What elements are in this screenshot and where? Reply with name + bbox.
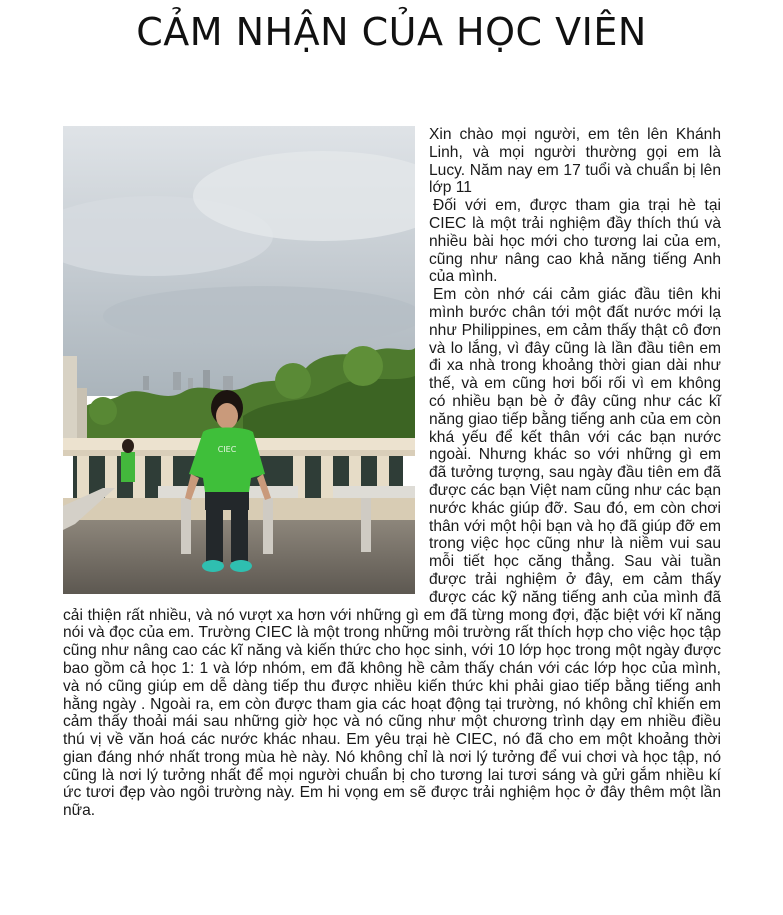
paragraph-intro: Xin chào mọi người, em tên lên Khánh Linh, và mọi người thường gọi em là Lucy. Năm nay em 17 tuổi và chuẩn bị lên lớp 11	[429, 126, 721, 197]
student-photo	[63, 126, 415, 594]
paragraph-memories: Em còn nhớ cái cảm giác đầu tiên khi mình bước chân tới một đất nước mới lạ như Philippines, em cảm thấy thật cô đơn và lo lắng, vì đây cũng là lần đầu tiên em đi xa nhà trong khoảng thời gian dài như thế, và em cũng hơi bối rối vì em không có nhiều bạn bè ở đây cũng như các kĩ năng giao tiếp bằng tiếng anh của em còn khá yếu để kết thân với các bạn nước ngoài. Nhưng khác so với những gì em đã tưởng tượng, sau ngày đầu tiên em đã được các bạn Việt nam cũng như các bạn nước khác giúp đỡ. Sau đó, em còn chơi thân với một hội bạn và họ đã giúp đỡ em trong việc học cũng như là niềm vui sau mỗi tiết học căng thẳng. Sau vài tuần được trải nghiệm ở đây, em cảm thấy được các kỹ năng tiếng anh của mình đã cải thiện rất nhiều, và nó vượt xa hơn với những gì em đã từng mong đợi, đặc biệt với kĩ năng nói và đọc của em. Trường CIEC là một trong những môi trường rất thích hợp cho việc học tập cũng như nâng cao các kĩ năng và kiến thức cho học sinh, với 10 lớp học trong một ngày được bao gồm cả học 1: 1 và lớp nhóm, em đã không hề cảm thấy chán với các lớp học của mình, và nó cũng giúp em dễ dàng tiếp thu được nhiều kiến thức khi phải giao tiếp bằng tiếng anh hằng ngày . Ngoài ra, em còn được tham gia các hoạt động tại trường, nó không chỉ khiến em cảm thấy thoải mái sau những giờ học và nó cũng như một chương trình dạy em nhiều điều thú vị về văn hoá các nước khác nhau. Em yêu trại hè CIEC, nó đã cho em một khoảng thời gian đáng nhớ nhất trong mùa hè này. Nó không chỉ là nơi lý tưởng để vui chơi và học tập, nó cũng là nơi lý tưởng nhất để mọi người chuẩn bị cho tương lai tươi sáng và gửi gắm nhiều kí ức tươi đẹp vào ngôi trường này. Em hi vọng em sẽ được trải nghiệm học ở đây thêm một lần nữa.	[63, 286, 721, 820]
page-title: CẢM NHẬN CỦA HỌC VIÊN	[136, 10, 647, 54]
testimonial-body	[63, 126, 721, 820]
paragraph-experience: Đối với em, được tham gia trại hè tại CIEC là một trải nghiệm đầy thích thú và nhiều bài học mới cho tương lai của em, cũng như nâng cao khả năng tiếng Anh của mình.	[429, 197, 721, 286]
shirt-logo: CIEC	[217, 445, 237, 454]
